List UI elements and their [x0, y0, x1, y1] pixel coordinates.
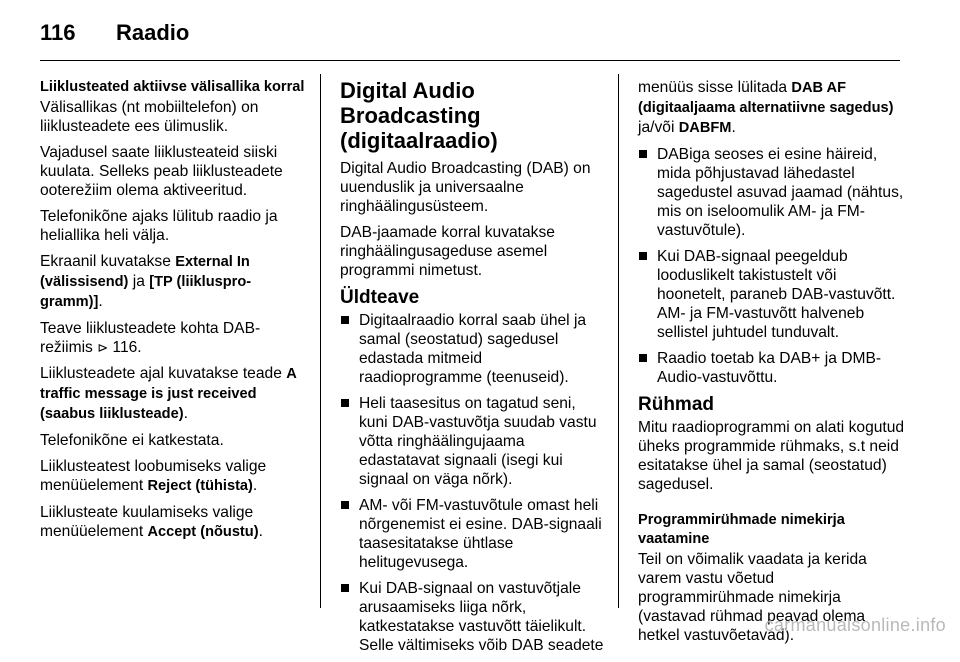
- column-1: [40, 78, 308, 549]
- paragraph: Mitu raadioprogrammi on alati kogutud üheks programmide rühmaks, s.t neid esitatakse ühel ja samal (seostatud) sagedusel.: [638, 419, 905, 493]
- ui-term: Reject (tühista): [147, 478, 253, 494]
- header-rule: [40, 60, 900, 61]
- column-divider-2: [618, 74, 619, 608]
- ui-term: A traffic message is just received (saabus liiklusteade): [40, 366, 297, 422]
- bullet-list: [638, 145, 908, 387]
- page-reference-arrow-icon: ⊳: [97, 340, 109, 355]
- subheading-traffic-external: Liiklusteated aktiivse välisallika korral: [40, 79, 305, 95]
- paragraph: Liiklusteatest loobumiseks valige menüüelement Reject (tühista).: [40, 458, 267, 494]
- bullet-square-icon: [341, 584, 349, 592]
- bullet-square-icon: [639, 354, 647, 362]
- paragraph: DAB-jaamade korral kuvatakse ringhäälingusageduse asemel programmi nimetust.: [340, 224, 555, 279]
- subheading-group-list: Programmirühmade nimekirja vaatamine: [638, 512, 845, 547]
- bullet-list: [340, 311, 608, 655]
- list-item: Raadio toetab ka DAB+ ja DMB-Audio-vastuvõttu.: [638, 349, 908, 387]
- section-title: Raadio: [116, 20, 190, 45]
- column-2: [340, 78, 608, 662]
- list-item: Heli taasesitus on tagatud seni, kuni DAB-vastuvõtja suudab vastu võtta ringhäälingujaama edastatavat signaali (isegi kui signaal on väga nõrk).: [340, 394, 608, 489]
- list-item: AM- või FM-vastuvõtule omast heli nõrgenemist ei esine. DAB-signaali taasesitatakse ühtlase helitugevusega.: [340, 496, 608, 572]
- bullet-square-icon: [341, 316, 349, 324]
- column-3: [638, 78, 908, 652]
- bullet-square-icon: [639, 252, 647, 260]
- list-item: Kui DAB-signaal peegeldub looduslikelt takistustelt või hoonetelt, paraneb DAB-vastuvõtt. AM- ja FM-vastuvõtt halveneb sellistel juhtudel tunduvalt.: [638, 247, 908, 342]
- paragraph: Välisallikas (nt mobiiltelefon) on liiklusteadete ees ülimuslik.: [40, 99, 259, 135]
- list-item: DABiga seoses ei esine häireid, mida põhjustavad lähedastel sagedustel asuvad jaamad (nähtus, mis on iseloomulik AM- ja FM-vastuvõtule).: [638, 145, 908, 240]
- watermark: carmanualsonline.info: [764, 615, 946, 635]
- list-item: Digitaalraadio korral saab ühel ja samal (seostatud) sagedusel edastada mitmeid raadioprogramme (teenuseid).: [340, 311, 608, 387]
- ui-term: DAB AF (digitaaljaama alternatiivne sagedus): [638, 80, 894, 116]
- heading-groups: Rühmad: [638, 394, 714, 415]
- page-header: [40, 20, 920, 48]
- paragraph: Telefonikõne ajaks lülitub raadio ja heliallika heli välja.: [40, 208, 278, 244]
- bullet-square-icon: [341, 399, 349, 407]
- ui-term: [TP (liikluspro-gramm)]: [40, 274, 252, 310]
- ui-term: External In (välissisend): [40, 254, 250, 290]
- heading-general-info: Üldteave: [340, 287, 420, 308]
- paragraph: Liiklusteadete ajal kuvatakse teade A traffic message is just received (saabus liiklusteade).: [40, 365, 297, 422]
- section-heading-dab: Digital Audio Broadcasting (digitaalraadio): [340, 78, 498, 153]
- column-divider-1: [320, 74, 321, 608]
- bullet-square-icon: [341, 501, 349, 509]
- ui-term: Accept (nõustu): [147, 524, 259, 540]
- paragraph: Teil on võimalik vaadata ja kerida varem vastu võetud programmirühmade nimekirja (vastavad rühmad peavad olema hetkel vastuvõetavad).: [638, 551, 867, 644]
- paragraph: menüüs sisse lülitada DAB AF (digitaaljaama alternatiivne sagedus) ja/või DABFM.: [638, 79, 894, 136]
- ui-term: DABFM: [678, 120, 732, 136]
- paragraph: Teave liiklusteadete kohta DAB-režiimis ⊳ 116.: [40, 320, 261, 356]
- list-item: Kui DAB-signaal on vastuvõtjale arusaamiseks liiga nõrk, katkestatakse vastuvõtt täielikult. Selle vältimiseks võib DAB seadete: [340, 579, 608, 655]
- page-number: 116: [40, 20, 76, 45]
- bullet-square-icon: [639, 150, 647, 158]
- paragraph: Liiklusteate kuulamiseks valige menüüelement Accept (nõustu).: [40, 504, 263, 540]
- paragraph: Digital Audio Broadcasting (DAB) on uuenduslik ja universaalne ringhäälingusüsteem.: [340, 160, 591, 215]
- paragraph: Ekraanil kuvatakse External In (välissisend) ja [TP (liikluspro-gramm)].: [40, 253, 252, 310]
- page-reference: 116.: [108, 339, 142, 356]
- paragraph: Telefonikõne ei katkestata.: [40, 432, 224, 449]
- paragraph: Vajadusel saate liiklusteateid siiski kuulata. Selleks peab liiklusteadete ooterežiim olema aktiveeritud.: [40, 144, 283, 199]
